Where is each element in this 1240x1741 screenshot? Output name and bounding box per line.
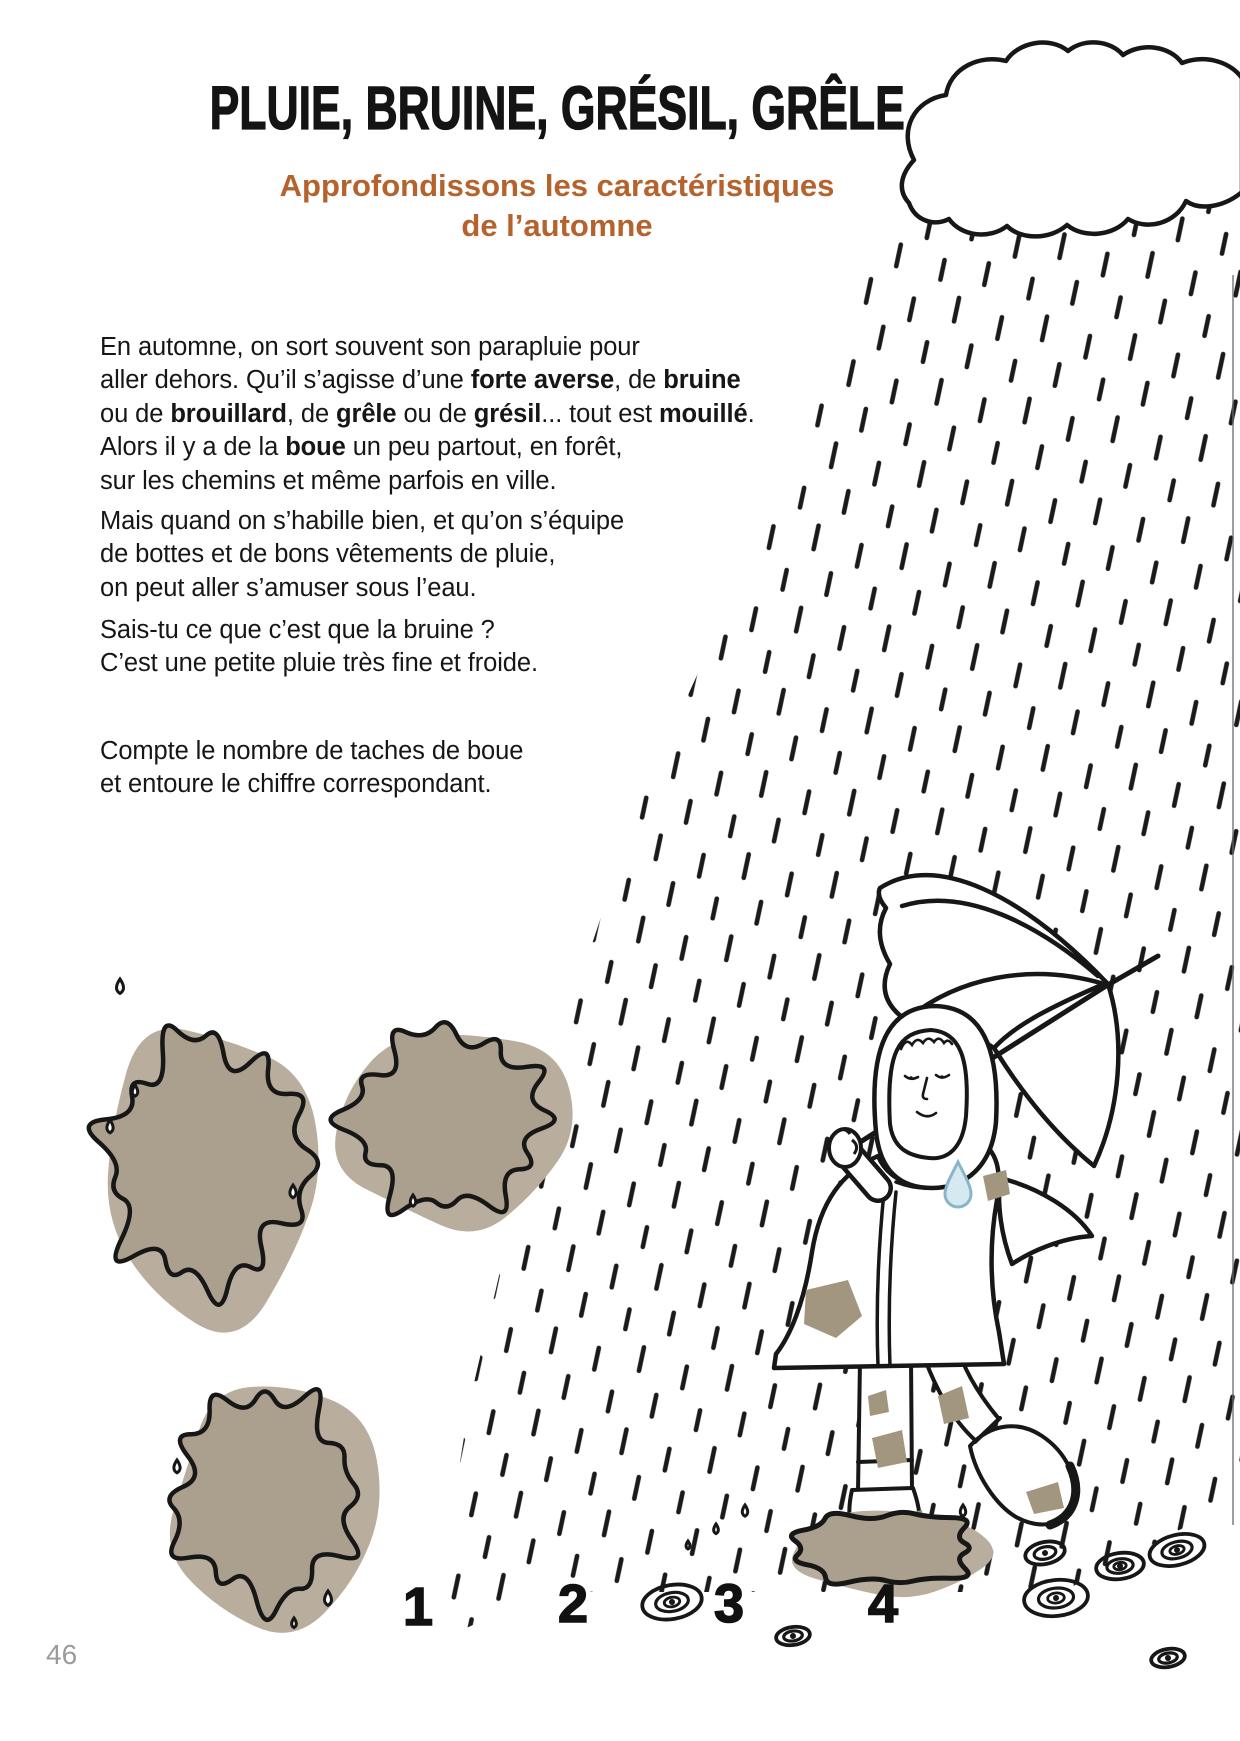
splash-droplet — [686, 1541, 690, 1549]
ripple-center-dot — [1053, 1595, 1060, 1602]
ripple-center-dot — [790, 1633, 797, 1640]
water-ripple — [1150, 1646, 1187, 1670]
splash-droplet — [742, 1505, 747, 1516]
subtitle-line: de l’automne — [461, 208, 653, 243]
splash-droplet — [410, 1195, 415, 1206]
splash-droplet — [324, 1591, 331, 1605]
subtitle-line: Approfondissons les caractéristiques — [279, 168, 835, 203]
answer-number-2: 2 — [557, 1574, 589, 1634]
page-title: PLUIE, BRUINE, GRÉSIL, GRÊLE — [209, 74, 905, 142]
page-subtitle — [0, 166, 1114, 246]
left-pupil — [909, 1076, 913, 1080]
rain-shower — [433, 62, 1240, 1634]
page-number: 46 — [46, 1639, 78, 1670]
equipment-paragraph — [100, 505, 624, 605]
splash-droplet — [107, 1120, 113, 1133]
bruine-question-paragraph — [100, 614, 538, 681]
splash-droplet — [960, 1505, 965, 1516]
text-line: En automne, on sort souvent son parapluie pour — [100, 333, 640, 361]
water-ripple — [775, 1625, 811, 1648]
splash-droplet — [174, 1460, 180, 1473]
text-line: de bottes et de bons vêtements de pluie, — [100, 540, 556, 569]
answer-number-3: 3 — [713, 1574, 745, 1634]
splash-droplet — [714, 1524, 719, 1534]
rain-dashes — [433, 62, 1240, 1634]
text-line: ou de brouillard, de grêle ou de grésil... tout est mouillé. — [100, 399, 755, 428]
activity-instruction — [100, 735, 523, 802]
text-line: aller dehors. Qu’il s’agisse d’une forte averse, de bruine — [100, 366, 741, 395]
text-line: Mais quand on s’habille bien, et qu’on s’équipe — [100, 507, 625, 535]
text-line: C’est une petite pluie très fine et froide. — [100, 649, 538, 678]
ripple-center-dot — [669, 1599, 676, 1606]
text-line: on peut aller s’amuser sous l’eau. — [100, 573, 477, 602]
answer-number-1: 1 — [402, 1577, 434, 1637]
splash-droplet — [290, 1185, 296, 1198]
splash-droplet — [132, 1085, 137, 1096]
right-pupil — [940, 1075, 944, 1079]
page-header — [0, 76, 1114, 246]
left-leg — [858, 1358, 912, 1508]
answer-number-4: 4 — [867, 1574, 899, 1634]
text-line: Compte le nombre de taches de boue — [100, 737, 524, 765]
splash-droplet — [292, 1618, 297, 1628]
text-line: sur les chemins et même parfois en ville. — [100, 466, 557, 495]
text-line: Sais-tu ce que c’est que la bruine ? — [100, 616, 495, 644]
intro-paragraph — [100, 331, 755, 498]
text-line: Alors il y a de la boue un peu partout, en forêt, — [100, 433, 623, 462]
splash-droplet — [116, 979, 123, 993]
text-line: et entoure le chiffre correspondant. — [100, 770, 492, 799]
ripple-center-dot — [1165, 1655, 1172, 1662]
